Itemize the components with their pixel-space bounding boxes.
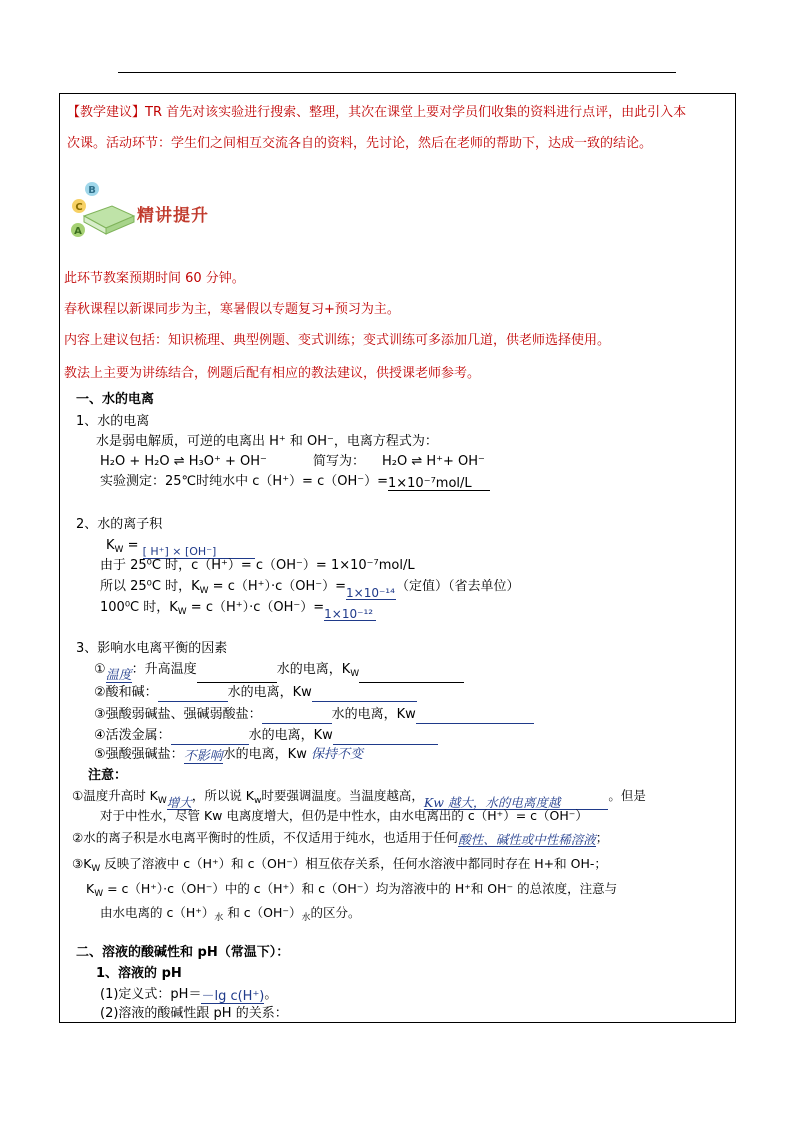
s2-title: 2、水的离子积: [76, 517, 163, 532]
note-1-line2: 对于中性水，尽管 Kw 电离度增大，但仍是中性水，由水电离出的 c（H⁺）= c（OH⁻）: [100, 808, 588, 823]
note-3-line3: 由水电离的 $c(H^+)_水$ 和 $c(OH^-)_水$的区分。: [100, 905, 361, 923]
s2-kw-line: $K_W$ = [ H⁺] × [OH⁻]: [106, 537, 255, 559]
note-3-line2: $K_W = c(H^+)\cdot c(OH^-)$中的 c（H⁺）和 c（OH⁻）均为溶液中的 H⁺和 OH⁻ 的总浓度，注意与: [86, 881, 618, 899]
note-method: 教法上主要为讲练结合，例题后配有相应的教法建议，供授课老师参考。: [64, 366, 481, 381]
part2-s1-title: 1、溶液的 pH: [96, 966, 182, 981]
ph-relation: (2)溶液的酸碱性跟 pH 的关系：: [100, 1006, 288, 1021]
s1-title: 1、水的电离: [76, 414, 150, 429]
s2-kw-answer: [ H⁺] × [OH⁻]: [143, 543, 255, 559]
note-3: $③K_W$ 反映了溶液中 c（H⁺）和 c（OH⁻）相互依存关系，任何水溶液中都同时存在 H+和 OH-；: [72, 856, 607, 874]
note-course: 春秋课程以新课同步为主，寒暑假以专题复习+预习为主。: [64, 302, 400, 317]
logo-letter-c: C: [75, 202, 83, 213]
s1-experiment: 实验测定：25℃时纯水中 c（H⁺）= c（OH⁻）=1×10⁻⁷mol/L: [100, 473, 490, 491]
note-title: 注意：: [88, 768, 128, 783]
blank-f3-1[interactable]: [262, 708, 332, 724]
logo-letter-a: A: [74, 226, 82, 237]
header-rule: [118, 72, 676, 73]
s2-line2: 所以 25⁰C 时，$K_W = c(H^+)\cdot c(OH^-)=1\times 10^{-14}$（定值）（省去单位）: [100, 579, 520, 600]
s3-title: 3、影响水电离平衡的因素: [76, 641, 228, 656]
factor-strong-salt: ⑤强酸强碱盐：不影响水的电离，Kw 保持不变: [94, 747, 363, 764]
abc-book-icon: [66, 176, 138, 242]
blank-f1-1[interactable]: [197, 667, 277, 683]
s2-l2-answer: 1×10⁻¹⁴: [346, 586, 395, 600]
blank-f2-2[interactable]: [312, 686, 417, 702]
s1-answer: 1×10⁻⁷mol/L: [388, 475, 490, 491]
factor-metal: ④活泼金属： 水的电离，Kw: [94, 727, 438, 745]
logo-letter-b: B: [88, 185, 96, 196]
part2-heading: 二、溶液的酸碱性和 pH（常温下）：: [76, 945, 290, 960]
advice-line-2: 次课。活动环节：学生们之间相互交流各自的资料，先讨论，然后在老师的帮助下，达成一致的结论。: [67, 136, 653, 151]
ph-formula: －lg c(H⁺): [201, 989, 265, 1004]
factor-acid-base: ②酸和碱： 水的电离，Kw: [94, 684, 417, 702]
s1-eq-short: 简写为：: [313, 454, 366, 469]
s2-line1: 由于 25⁰C 时，c（H⁺）= c（OH⁻）= 1×10⁻⁷mol/L: [100, 558, 415, 573]
ph-definition: (1)定义式：pH＝－lg c(H⁺)。: [100, 987, 278, 1004]
advice-line-1: 【教学建议】TR 首先对该实验进行搜索、整理，其次在课堂上要对学员们收集的资料进行点评，由此引入本: [67, 105, 687, 120]
note-time: 此环节教案预期时间 60 分钟。: [64, 271, 245, 286]
s2-line3: 100⁰C 时，$K_W = c(H^+)\cdot c(OH^-)=1\times 10^{-12}$: [100, 599, 376, 621]
s2-l3-answer: 1×10⁻¹²: [324, 605, 376, 621]
blank-f4-2[interactable]: [333, 729, 438, 745]
note-2: ②水的离子积是水电离平衡时的性质，不仅适用于纯水，也适用于任何酸性、碱性或中性稀溶液；: [72, 830, 609, 847]
s1-eq-left: H₂O + H₂O ⇌ H₃O⁺ + OH⁻: [100, 454, 267, 469]
factor-salt: ③强酸弱碱盐、强碱弱酸盐： 水的电离，Kw: [94, 706, 534, 724]
note-1: ①温度升高时 $K_W$增大，所以说 $K_w$时要强调温度。当温度越高，Kw 越大，水的电离度越 。但是: [72, 788, 646, 810]
blank-f3-2[interactable]: [416, 708, 534, 724]
section-title: 精讲提升: [137, 206, 209, 226]
s1-line1: 水是弱电解质，可逆的电离出 H⁺ 和 OH⁻，电离方程式为：: [96, 434, 438, 449]
blank-f2-1[interactable]: [158, 686, 228, 702]
s1-eq-right: H₂O ⇌ H⁺+ OH⁻: [382, 454, 485, 469]
blank-f4-1[interactable]: [171, 729, 249, 745]
factor-temperature: ①温度：升高温度 水的电离，$K_W$: [94, 661, 464, 683]
blank-f1-2[interactable]: [359, 667, 464, 683]
part1-heading: 一、水的电离: [76, 392, 155, 407]
note-content: 内容上建议包括：知识梳理、典型例题、变式训练；变式训练可多添加几道，供老师选择使用。: [64, 333, 611, 348]
